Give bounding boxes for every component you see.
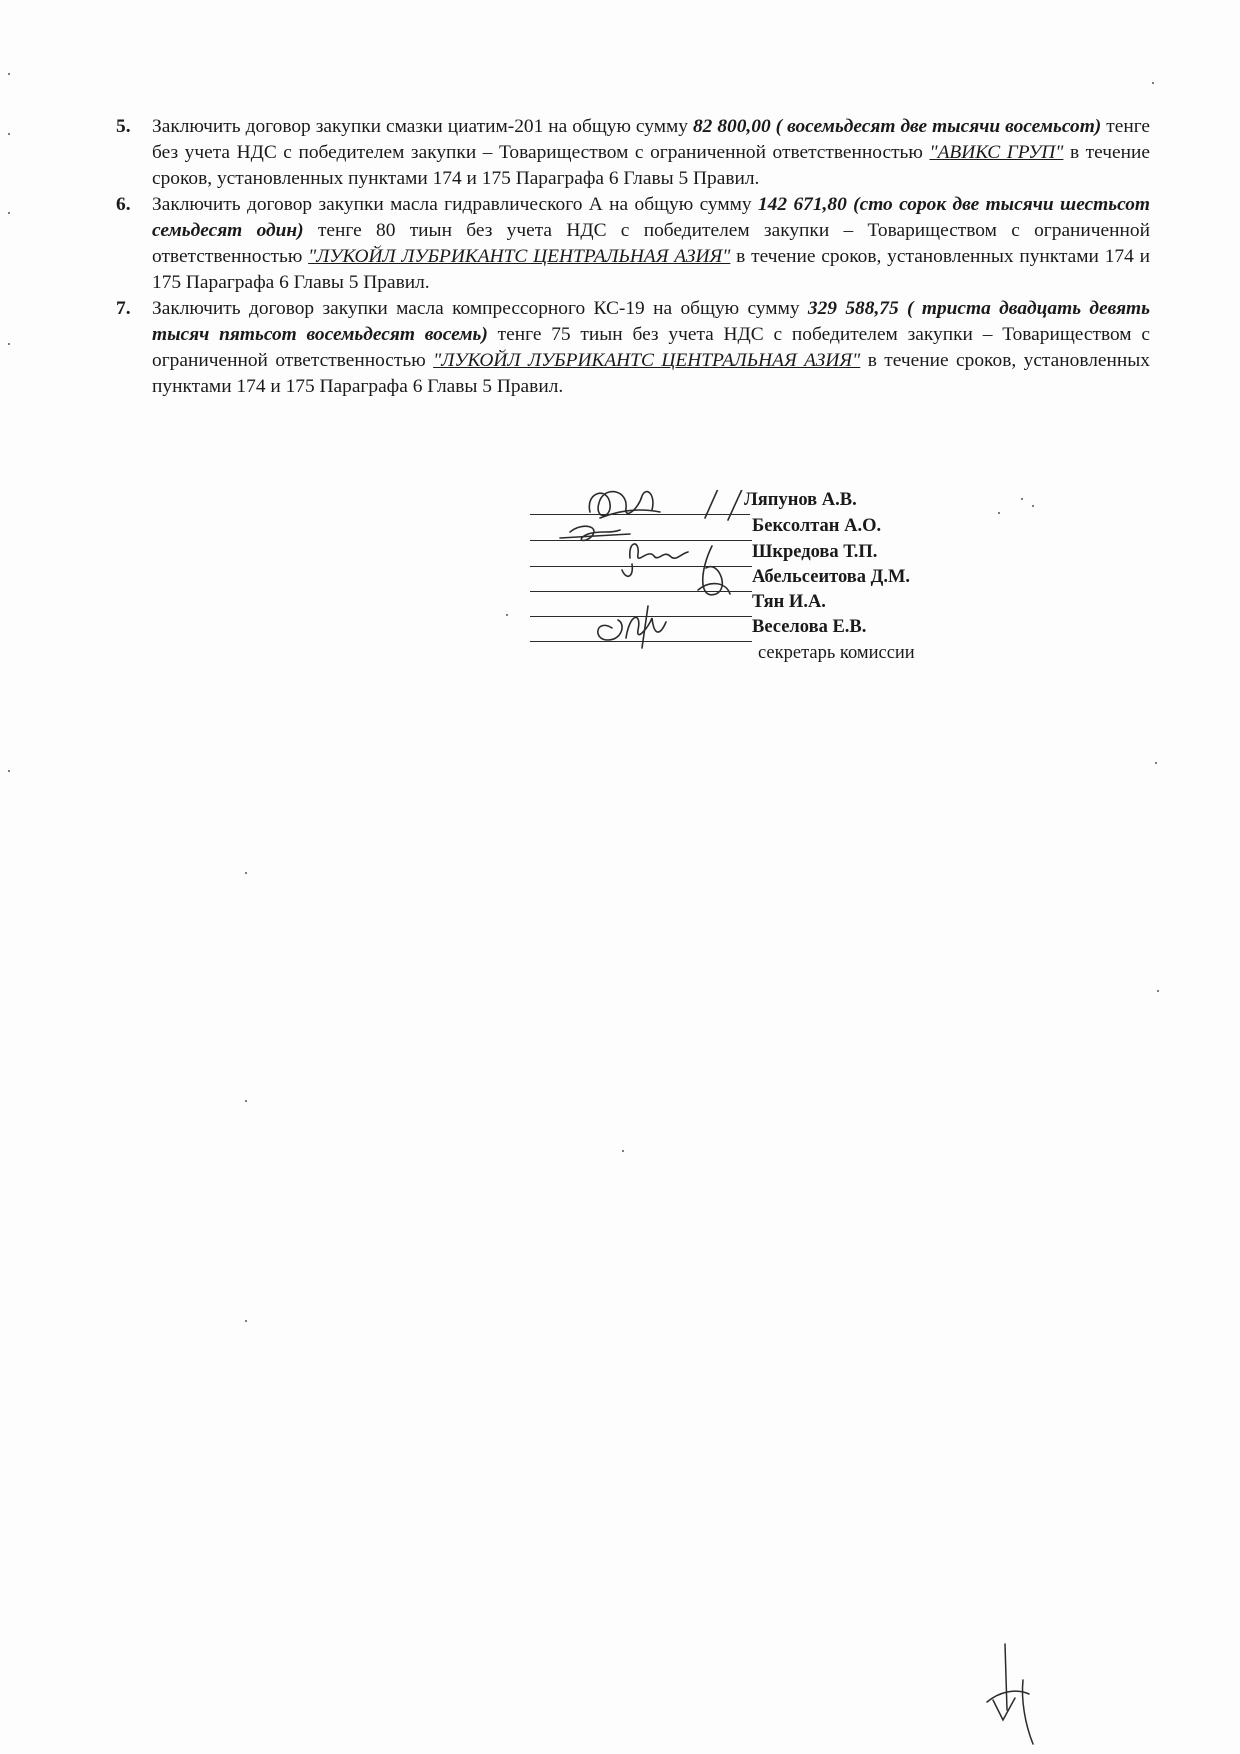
scan-speck — [1157, 990, 1159, 992]
scan-speck — [8, 770, 10, 772]
scan-speck — [8, 212, 10, 214]
scan-speck — [1152, 82, 1154, 84]
decision-number: 5. — [116, 116, 131, 137]
scan-speck — [245, 872, 247, 874]
signature-line — [530, 591, 752, 592]
signature-line — [530, 566, 752, 567]
decision-winner: "ЛУКОЙЛ ЛУБРИКАНТС ЦЕНТРАЛЬНАЯ АЗИЯ" — [308, 246, 731, 267]
decision-text: Заключить договор закупки масла компрессорного КС-19 на общую сумму — [152, 298, 808, 319]
decision-number: 6. — [116, 194, 131, 215]
decision-list — [110, 114, 1150, 400]
decision-text: в течение сроков, установленных пунктами 174 и 175 Параграфа 6 Главы 5 Правил. — [152, 350, 1150, 397]
decision-item — [110, 192, 1150, 296]
scan-speck — [245, 1100, 247, 1102]
scan-speck — [1032, 505, 1034, 507]
scan-speck — [8, 133, 10, 135]
scan-speck — [8, 343, 10, 345]
decision-amount: 82 800,00 ( восемьдесят две тысячи восемьсот) — [692, 116, 1102, 137]
decision-number: 7. — [116, 298, 131, 319]
scan-speck — [506, 614, 508, 616]
decision-winner: "АВИКС ГРУП" — [929, 142, 1064, 163]
signatory-name: Бексолтан А.О. — [752, 516, 882, 536]
decision-text: в течение сроков, установленных пунктами 174 и 175 Параграфа 6 Главы 5 Правил. — [152, 142, 1150, 189]
decision-amount: 142 671,80 (сто сорок две тысячи шестьсот семьдесят один) — [152, 194, 1151, 241]
scan-speck — [1155, 762, 1157, 764]
decision-item — [110, 114, 1150, 192]
signatory-role: секретарь комиссии — [758, 643, 915, 663]
signatory-name: Абельсеитова Д.М. — [752, 567, 911, 587]
decision-text: тенге 80 тиын без учета НДС с победителем закупки – Товариществом с ограниченной ответственностью — [152, 220, 1150, 267]
signatory-name: Веселова Е.В. — [752, 617, 867, 637]
signature-line — [530, 514, 750, 515]
signature-block — [530, 490, 990, 670]
signature-line — [530, 540, 752, 541]
initials-mark — [985, 1640, 1045, 1750]
decision-winner: "ЛУКОЙЛ ЛУБРИКАНТС ЦЕНТРАЛЬНАЯ АЗИЯ" — [433, 350, 861, 371]
decision-amount: 329 588,75 ( триста двадцать девять тысяч пятьсот восемьдесят восемь) — [152, 298, 1150, 345]
signatory-name: Ляпунов А.В. — [744, 490, 857, 510]
scan-speck — [622, 1150, 624, 1152]
signature-line — [530, 616, 752, 617]
signatory-name: Шкредова Т.П. — [752, 542, 878, 562]
decision-text: в течение сроков, установленных пунктами 174 и 175 Параграфа 6 Главы 5 Правил. — [152, 246, 1150, 293]
decision-text: Заключить договор закупки смазки циатим-201 на общую сумму — [152, 116, 693, 137]
decision-text: Заключить договор закупки масла гидравлического А на общую сумму — [152, 194, 758, 215]
decision-text: тенге без учета НДС с победителем закупки – Товариществом с ограниченной ответственностью — [152, 116, 1150, 163]
scan-speck — [245, 1320, 247, 1322]
signatory-name: Тян И.А. — [752, 592, 826, 612]
signature-line — [530, 641, 752, 642]
decision-item — [110, 296, 1150, 400]
scan-speck — [998, 512, 1000, 514]
scan-speck — [1021, 498, 1023, 500]
scan-speck — [8, 73, 10, 75]
decision-text: тенге 75 тиын без учета НДС с победителем закупки – Товариществом с ограниченной ответственностью — [152, 324, 1150, 371]
